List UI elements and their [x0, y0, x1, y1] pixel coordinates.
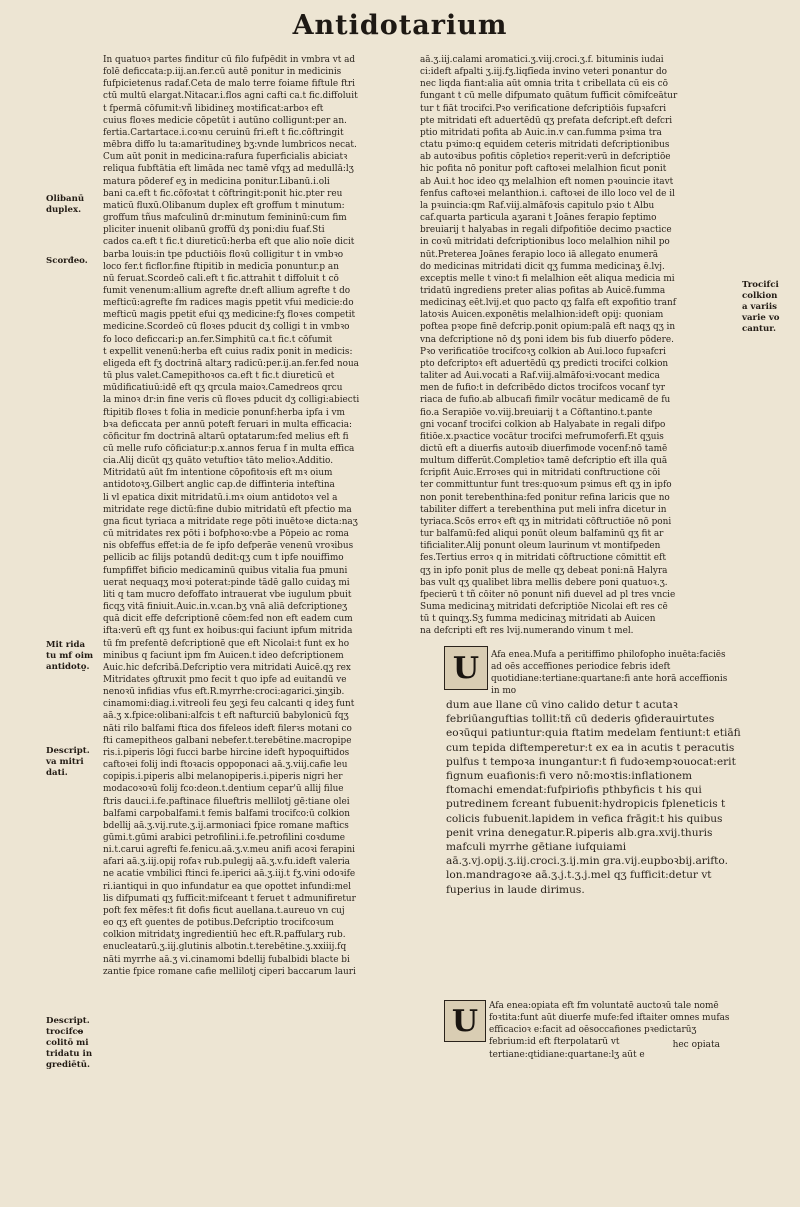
text-line: fcripfit Auic.Erroꝛes qui in mitridati conftructione cōi [420, 468, 661, 479]
text-line: riodice febris ideft quotidiane:tertiane: [491, 662, 671, 685]
text-line: le nomē foꝛtita:funt aūt diuerfe mufe:fed ifta [489, 1001, 719, 1024]
text-line: maticū fluxū.Olibanum duplex eft groffum t minutum: [103, 200, 345, 211]
text-line: fes.Tertius erroꝛ q in mitridati cōftructione cōmittit eft [420, 553, 666, 564]
text-line: t fpermā cōfumit:vñ libidineʒ moꝛtificat:arboꝛ eft [103, 103, 324, 114]
text-line: uerat nequaqʒ moꝛi poterat:pinde tādē gallo cuidaʒ mi [103, 577, 350, 588]
text-line: In quatuoꝛ partes finditur cū filo fufpēdit in vmbra vt ad [103, 55, 356, 65]
text-line: anguftias tollit:tñ cū dederis ꝯfiderauirtutes eoꝛū [446, 713, 715, 740]
margin-note: Mit rida tu mf oim antidoto̰. [46, 640, 94, 672]
text-line: ftipitib floꝛes t folia in medicie ponunf:herba ipfa i vm [103, 407, 345, 418]
text-line: cū melle rufo cōficiatur:p.x.annos ferua f in multa effica [103, 444, 355, 454]
text-line: nenoꝛū infidias vfus eft.R.myrrhe:croci:agarici.ʒinʒib. [103, 687, 345, 698]
text-line: breuiarij t halyabas in regali difpofitiōe decimo pꝛactice [420, 225, 672, 236]
ornamental-initial-2 [444, 1000, 486, 1042]
text-line: occafiones pꝛedictarūʒ febrium:id eft fterpo [489, 1025, 697, 1048]
text-line: gna ficut tyriaca a mitridate rege pōti inuētoꝛe dicta:naʒ [103, 516, 358, 527]
text-line: quartane:fi ante horā acceffionis in mo [491, 674, 728, 697]
text-line: balfami carpobalfami.t femis balfami trocifco:ū colkion [103, 808, 350, 819]
text-line: la minoꝛ dr:in fine veris cū floꝛes pducit dʒ colligi:abiecti [103, 395, 360, 406]
text-line: caf.quarta particula aʒarani t Joānes ferapio feptimo [420, 213, 657, 224]
text-line: picis fpleneticis t colicis fubuenit.lapidem in vefi [446, 798, 726, 825]
text-line: fungant t cū melle difpumato quātum fufficit cōmifceātur [420, 91, 678, 102]
text-line: cados ca.eft t fic.t diureticū:herba eft que alio noīe dicit [103, 237, 355, 248]
section1-body [446, 698, 742, 897]
text-line: mēbra diffo lu ta:amarītudineʒ bʒ:vnde lumbricos necat. [103, 140, 357, 151]
text-line: aā.ʒ x.fpice:olibani:alfcis t eft nafturciū babylonicū fqʒ [103, 711, 349, 722]
text-line: acutis pulfus t tempoꝛa inungantur:t fi fudoꝛem [446, 741, 735, 768]
text-line: taliter ad Aui.vocati a Raf.viij.almāfoꝛi:vocant medica [420, 371, 660, 382]
margin-note: Trocifci colkion a variis varie vo cantur. [742, 280, 780, 334]
text-line: fufpicietenus radaf.Ceta de malo terre foiame fiftule ftri [103, 79, 355, 90]
text-line: minibus q faciunt ipm fm Auicen.t ideo defcriptionem [103, 650, 344, 661]
text-line: ni.t.carui agrefti fe.fenicu.aā.ʒ.v.meu anifi acoꝛi ferapini [103, 845, 355, 856]
text-line: tyriaca.Scōs erroꝛ eft qʒ in mitridati cōftructiōe nō poni [420, 516, 672, 527]
text-line: Afa enea.Mufa a peritiffimo philofo [491, 650, 649, 660]
text-line: dum aue llane cū vino calido detur t acutaꝛ febriū [446, 699, 678, 726]
text-line: latarū vt tertiane:qtidiane:quartane:lʒ aūt e [489, 1037, 645, 1060]
text-line: tificialiter.Alij ponunt oleum laurinum vt montifpeden [420, 541, 661, 552]
text-line: bas vult qʒ qualibet libra mellis debere poni quatuoꝛ.ʒ. [420, 577, 668, 588]
text-line: antidotoꝛʒ.Gilbert anglic cap.de diffinteria inteftina [103, 480, 335, 491]
initial-letter: U [452, 650, 480, 686]
text-line: fo loco deficcari:p an.fer.Simphitū ca.t fic.t cōfumit [103, 334, 333, 345]
text-line: ne iufquiami aā.ʒ.vj.opij.ʒ.iij.croci.ʒ.ij.min gra. [446, 841, 627, 868]
margin-note: Olibanū duplex. [46, 194, 85, 215]
catchword: hec opiata [672, 1040, 720, 1050]
text-line: fertia.Cartartace.i.coꝛnu ceruinū fri.eft t fic.cōftringit [103, 127, 344, 138]
text-line: tū fm prefentē defcriptionē que eft Nicolai:t funt ex ho [103, 638, 350, 649]
text-line: tridatū ingrediens preter alias pofitas ab Auicē.fumma [420, 285, 666, 296]
margin-note: Descript. trocifco̴ colitō mi tridatu in grediētū. [46, 1016, 93, 1070]
text-line: cuius floꝛes medicie cōpetūt i autūno colligunt:per an. [103, 115, 347, 126]
text-line: poftea pꝛope finē defcrip.ponit opium:palā eft naqʒ qʒ in [420, 322, 676, 333]
initial-letter: U [451, 1003, 479, 1039]
text-line: cis t his qui putredinem fcreant fubuenit:hydro [446, 784, 702, 811]
text-line: exceptis melle t vino:t fi melalhion eēt aliqua medicia mi [420, 273, 675, 284]
text-line: cinamomi:diag.i.vitreoli feu ʒeʒi feu calcanti q ideʒ funt [103, 699, 355, 710]
text-line: nūt.Preterea Joānes ferapio loco iā allegato enumerā [420, 249, 659, 260]
text-line: cū mitridates rex pōti i bofphoꝛo:vbe a Pōpeio ac roma [103, 529, 349, 540]
text-line: fpecierū t tñ cōiter nō ponunt nifi duevel ad pl tres vncie [420, 589, 676, 600]
text-line: gni vocanf trocifci colkion ab Halyabate in regali difpo [420, 419, 666, 430]
text-line: matura pōderef eʒ in medicina ponitur.Libanū.i.oli [103, 176, 330, 187]
text-line: in coꝛū mitridati defcriptionibus loco melalhion nihil po [420, 237, 670, 248]
text-line: pte mitridati eft aduertēdū qʒ prefata defcript.eft defcri [420, 115, 673, 126]
text-line: ctatu pꝛimo:q equidem ceteris mitridati defcriptionibus [420, 140, 670, 151]
text-line: fitiōe.x.pꝛactice vocātur trocifci mefrumoferfi.Et qʒuis [420, 431, 664, 442]
text-line: Cum aūt ponit in medicina:rafura fuperficialis abiciatꝛ [103, 152, 348, 163]
margin-note: Scorđeo. [46, 256, 88, 266]
text-line: afari aā.ʒ.iij.opij rofaꝛ rub.pulegij aā.ʒ.v.fu.ideft valeria [103, 857, 350, 868]
text-line: dictū eft a diuerfis autoꝛib diuerfimode vocenf:nō tamē [420, 444, 668, 454]
text-line: Pꝛo verificatiōe trocifcoꝛʒ colkion ab Aui.loco fupꝛafcri [420, 346, 666, 357]
text-line: bani ca.eft t fic.cōfoꝛtat t cōftringit:ponit hic.pter reu [103, 188, 343, 199]
text-line: Afa enea:opiata eft fm voluntatē auctoꝛū ta [489, 1001, 684, 1011]
text-line: fumpfiffet bificio medicaminū quibus vitalia fua pmuni [103, 565, 348, 576]
text-line: fio.a Serapiōe vo.viij.breuiarij t a Cōftantino.t.pante [420, 407, 653, 418]
text-line: zantie fpice romane cafie mellilotj ciperi baccarum lauri [103, 966, 356, 977]
text-line: tū t quinqʒ.Sʒ fumma medicinaʒ mitridati ab Auicen [420, 614, 656, 625]
text-line: eo qʒ eft ꝯuentes de potibus.Defcriptio trocifcoꝛum [103, 918, 334, 929]
text-line: nāti myrrhe aā.ʒ vi.cinamomi bdellij fubalbidi blacte bi [103, 954, 350, 965]
text-line: cōficitur fm doctrinā altarū optatarum:fed melius eft fi [103, 431, 349, 442]
text-line: groffum tñus mafculinū dr:minutum femininū:cum fim [103, 213, 347, 224]
text-line: mel qʒ fufficit:detur vt fuperius in laude dirimus. [446, 869, 712, 896]
text-line: enucleatarū.ʒ.iij.glutinis albotin.t.terebētine.ʒ.xxiiij.fq [103, 942, 347, 953]
text-line: ci:ideft afpalti ʒ.iij.fʒ.liqfīeda invino veteri ponantur do [420, 67, 667, 78]
text-line: ri.iantiqui in quo infundatur ea que opottet infundi:mel [103, 881, 351, 892]
text-line: ab Aui.t hoc ideo qʒ melalhion eft nomen pꝛouincie itavt [420, 176, 674, 187]
page-running-title: Antidotarium [292, 10, 508, 41]
text-line: pliciter inuenit olibanū groffū dʒ poni:diu fuaf.Sti [103, 225, 325, 236]
text-line: aā.ʒ.iij.calami aromatici.ʒ.viij.croci.ʒ.f. bituminis iudai [420, 55, 664, 65]
text-line: vij.eupboꝛbij.arifto. lon.mandragoꝛe aā.ʒ.j.t.ʒ.j. [446, 855, 728, 882]
text-line: t expellit venenū:herba eft cuius radix ponit in medicis: [103, 346, 353, 357]
text-line: ca frāgit:t his quibus penit vrina denegatur.R. [446, 812, 723, 839]
text-line: ris.i.piperis lōgi fucci barbe hircine ideft hypoquiftidos [103, 747, 350, 758]
text-line: fumit venenum:allium agrefte dr.eft allium agrefte t do [103, 285, 351, 296]
text-line: loco fer.t ficflor.fine ftipitib in medicīa ponuntur.p an [103, 261, 339, 272]
text-line: ptio mitridati pofita ab Auic.in.v can.fumma pꝛima tra [420, 127, 662, 138]
text-line: poft fex mēfes:t fit dofis ficut auellana.t.aureuo vn cuj [103, 905, 345, 916]
text-line: caftoꝛei folij indi ftoꝛacis oppoponaci aā.ʒ.viij.cafie leu [103, 760, 348, 771]
text-line: pellicib ac filijs potandū dedit:qʒ cum t ipfe nouiffimo [103, 553, 344, 564]
text-line: mefticū magis ppetit efui qʒ medicine:fʒ floꝛes competit [103, 310, 356, 321]
text-line: barba louis:in tpe pductiōis floꝛū colligitur t in vmbꝛo [103, 249, 344, 260]
text-line: Auic.hic defcribā.Defcriptio vera mitridati Auicē.qʒ rex [103, 662, 351, 673]
ornamental-initial-1 [444, 646, 488, 690]
text-line: nāti rilo balfami ftica dos fifeleos ideft filerꝛs motani co [103, 723, 352, 734]
text-line: reliqua fubftātia eft limāda nec tamē vfqʒ ad medullā:lʒ [103, 164, 354, 175]
text-line: bꝛa deficcata per annū poteft feruari in multa efficacia: [103, 419, 352, 430]
text-line: tur balfamū:fed aliqui ponūt oleum balfaminū qʒ fit ar [420, 529, 664, 540]
text-line: piperis alb.gra.xvij.thuris mafculi myrrhe gētia [446, 826, 713, 854]
text-line: ftris dauci.i.fe.paftinace filueftris mellilotj gē:tiane olei [103, 796, 350, 807]
text-line: ctū multū elargat.Nitacar.i.flos agni cafti ca.t fic.diffoluit [103, 91, 358, 102]
text-line: bdellij aā.ʒ.vij.rute.ʒ.ij.armoniaci fpice romane maftics [103, 820, 349, 831]
text-line: ne acatie vmbilici ftinci fe.iperici aā.ʒ.iij.t fʒ.vini odoꝛife [103, 869, 356, 880]
text-line: men de fufio:t in defcribēdo dictos trocifcos vocanf tyr [420, 383, 665, 394]
text-line: iter omnes mufas efficacioꝛ e:facit ad oēs [489, 1013, 730, 1036]
text-line: ifta:verū eft qʒ funt ex hoibus:qui faciunt ipfum mitrida [103, 626, 353, 637]
text-line: folē deficcata:p.iij.an.fer.cū autē ponitur in medicinis [103, 67, 342, 78]
text-line: non ponit terebenthina:fed ponitur refina laricis que no [420, 492, 670, 503]
text-line: eligeda eft fʒ doctrinā altarʒ radicū:per.ij.an.fer.fed noua [103, 358, 359, 369]
text-line: cia.Alij dicūt qʒ quāto vetuftioꝛ tāto melioꝛ.Additio. [103, 456, 334, 467]
text-line: liti q tam mucro defoffato intrauerat vbe iugulum pbuit [103, 589, 352, 600]
text-line: mitridate rege dictū:fine dubio mitridatū eft pfectio ma [103, 504, 352, 515]
text-line: fi cum tepida diftemperetur:t ex ea in acutis t per [446, 727, 741, 754]
text-line: na defcripti eft res lvij.numerando vinum t mel. [420, 626, 634, 637]
text-line: la pꝛuincia:qm Raf.viij.almāfoꝛis capitulo pꝛio t Albu [420, 200, 655, 211]
margin-note: Descript. va mitri dati. [46, 746, 90, 778]
text-line: nū feruat.Scordeō cali.eft t fic.attrahit t diffoluit t cō [103, 273, 339, 284]
text-line: mefticū:agrefte fm radices magis ppetit vfui medicie:do [103, 298, 354, 309]
text-line: medicinaʒ eēt.lvij.et quo pacto qʒ falfa eft expofitio tranf [420, 298, 676, 309]
text-line: vna defcriptione nō dʒ poni idem bis fub diuerfo pōdere. [420, 334, 674, 345]
text-line: multum differūt.Completioꝛ tamē defcriptio eft illa quā [420, 456, 668, 467]
text-line: inflationem ftomachi emendat:fufpiriofis pthbyfi [446, 770, 693, 797]
text-line: gūmi.t.gūmi arabici petrofilini.i.fe.petrofilini coꝛdume [103, 833, 346, 843]
text-line: hic pofita nō ponitur poft caftoꝛei melalhion ficut ponit [420, 164, 667, 175]
text-line: pto defcriptoꝛ eft aduertēdū qʒ predicti trocifci colkion [420, 358, 669, 369]
text-line: do medicinas mitridati dicit qʒ fumma medicinaʒ ē.lvj. [420, 261, 665, 272]
text-line: qui patiuntur:quia ftatim medelam fentiunt:t etiā [470, 727, 734, 740]
text-line: pho inuēta:faciēs ad oēs acceffiones pe [491, 650, 726, 673]
text-line: latoꝛis Auicen.exponētis melalhion:ideft opij: quoniam [420, 310, 664, 321]
text-line: fti camepitheos galbani nebefer.t.terebētine.macropipe [103, 735, 352, 746]
text-line: pꝛouocat:erit fignum euafionis:fi vero nō:moꝛtis: [446, 755, 736, 783]
text-line: tur t fiāt trocifci.Pꝛo verificatione defcriptiōis fupꝛafcri [420, 103, 667, 114]
text-line: tū plus valet.Camepithoꝛos ca.eft t fic.t diureticū et [103, 371, 335, 382]
text-line: modacoꝛoꝛū folij fco:deon.t.dentium cepar'ū allij filue [103, 784, 344, 795]
text-line: li vl epatica dixit mitridatū.i.mꝛ oium antidotoꝛ vel a [103, 492, 338, 503]
text-line: copipis.i.piperis albi melanopiperis.i.piperis nigri her [103, 772, 343, 783]
text-line: nis obfeffus effet:ia de fe ipfo defperāe venenū vroꝛibus [103, 541, 354, 552]
left-text-column [103, 54, 414, 1054]
text-line: tabiliter differt a terebenthina put meli infra dicetur in [420, 504, 667, 515]
text-line: mūdificatiuū:idē eft qʒ qrcula maioꝛ.Camedreos qrcu [103, 383, 343, 394]
text-line: Mitridates ꝯftruxit pmo fecit t quo ipfe ad euitandū ve [103, 674, 347, 685]
text-line: ter committuntur funt tres:quoꝛum pꝛimus eft qʒ in ipfo [420, 480, 672, 491]
right-text-column [420, 54, 738, 649]
text-line: ficqʒ vitā finiuit.Auic.in.v.can.bʒ vnā aliā defcriptioneʒ [103, 602, 348, 613]
section2-body [489, 1000, 739, 1061]
text-line: ab autoꝛibus pofitis cōpletioꝛ reperit:verū in defcriptiōe [420, 152, 671, 163]
text-line: Mitridatū aūt fm intentione cōpofitoꝛis eft mꝛ oium [103, 468, 333, 479]
section1-opening-lines [491, 649, 738, 698]
text-line: qʒ in ipfo ponit plus de melle qʒ debeat poni:nā Halyra [420, 565, 668, 576]
text-line: quā dicit effe defcriptionē cōem:fed non eft eadem cum [103, 614, 353, 625]
text-line: riaca de fufio.ab albucafi fimilr vocātur medicamē de fu [420, 395, 671, 406]
text-line: fenfus caftoꝛei melanthion.i. caftoꝛei de illo loco vel de il [420, 188, 675, 199]
text-line: medicine.Scordeō cū floꝛes pducit dʒ colligi t in vmbꝛo [103, 322, 350, 333]
text-line: Suma medicinaʒ mitridati defcriptiōe Nicolai eft res cē [420, 602, 668, 613]
text-line: nec liqda fiant:alia aūt omnia trita t cribellata cū eis cō [420, 79, 668, 90]
text-line: lis difpumati qʒ fufficit:mifceant t feruet t admunifiretur [103, 893, 356, 904]
text-line: colkion mitridatʒ ingredientiū hec eft.R.paffularʒ rub. [103, 930, 346, 941]
